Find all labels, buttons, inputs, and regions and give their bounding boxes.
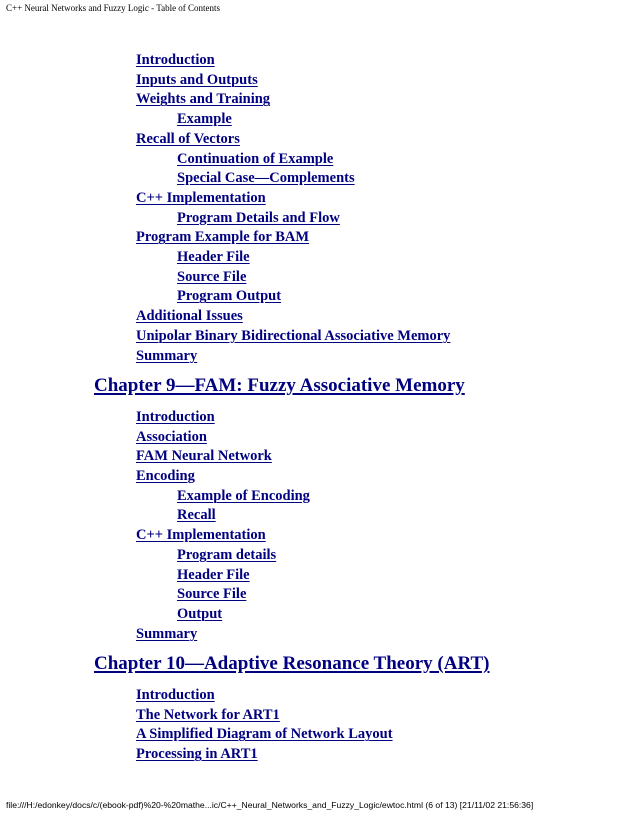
toc-section-link[interactable]: Unipolar Binary Bidirectional Associative Memory [136, 327, 451, 344]
toc-section-link[interactable]: Program details [177, 546, 277, 563]
toc-section-link[interactable]: Association [136, 428, 207, 445]
toc-section-link[interactable]: Introduction [136, 52, 215, 68]
toc-section-link[interactable]: Program Output [177, 288, 282, 305]
toc-section-link[interactable]: Recall [177, 507, 216, 524]
toc-section-link[interactable]: Header File [177, 566, 250, 583]
toc-section-link[interactable]: Encoding [136, 468, 195, 484]
toc-section-link[interactable]: Source File [177, 268, 247, 285]
toc-section-link[interactable]: Introduction [136, 408, 215, 425]
toc-section-link[interactable]: Continuation of Example [177, 150, 334, 167]
toc-section-link[interactable]: Program Details and Flow [177, 209, 340, 226]
page-footer-url: file:///H:/edonkey/docs/c/(ebook-pdf)%20-%20mathe...ic/C++_Neural_Networks_and_Fuzzy_Logic/ewtoc.html (6 of 13) [21/11/02 21:56:36] [6, 800, 534, 810]
toc-section-link[interactable]: Weights and Training [136, 91, 271, 108]
page-header-title: C++ Neural Networks and Fuzzy Logic - Table of Contents [6, 3, 221, 13]
toc-section-link[interactable]: Output [177, 605, 223, 622]
toc-section-link[interactable]: Introduction [136, 687, 215, 703]
toc-section-link[interactable]: Special Case—Complements [177, 170, 355, 187]
toc-section-link[interactable]: FAM Neural Network [136, 448, 272, 465]
toc-section-link[interactable]: Summary [136, 625, 198, 642]
toc-section-link[interactable]: Processing in ART1 [136, 746, 258, 763]
toc-section-link[interactable]: C++ Implementation [136, 189, 266, 206]
toc-section-link[interactable]: Additional Issues [136, 308, 243, 325]
toc-section-link[interactable]: Example of Encoding [177, 487, 310, 504]
toc-section-link[interactable]: Example [177, 111, 232, 128]
toc-section-link[interactable]: Source File [177, 586, 247, 603]
toc-section-link[interactable]: A Simplified Diagram of Network Layout [136, 726, 393, 743]
toc-chapter-link[interactable]: Chapter 9—FAM: Fuzzy Associative Memory [94, 375, 465, 397]
toc-section-link[interactable]: Header File [177, 249, 250, 265]
toc-section-link[interactable]: The Network for ART1 [136, 706, 280, 723]
toc-section-link[interactable]: Inputs and Outputs [136, 71, 258, 88]
toc-section-link[interactable]: C++ Implementation [136, 527, 266, 544]
toc-section-link[interactable]: Summary [136, 347, 198, 364]
toc-section-link[interactable]: Recall of Vectors [136, 130, 240, 147]
toc-section-link[interactable]: Program Example for BAM [136, 229, 310, 246]
toc-chapter-link[interactable]: Chapter 10—Adaptive Resonance Theory (ART) [94, 653, 490, 675]
